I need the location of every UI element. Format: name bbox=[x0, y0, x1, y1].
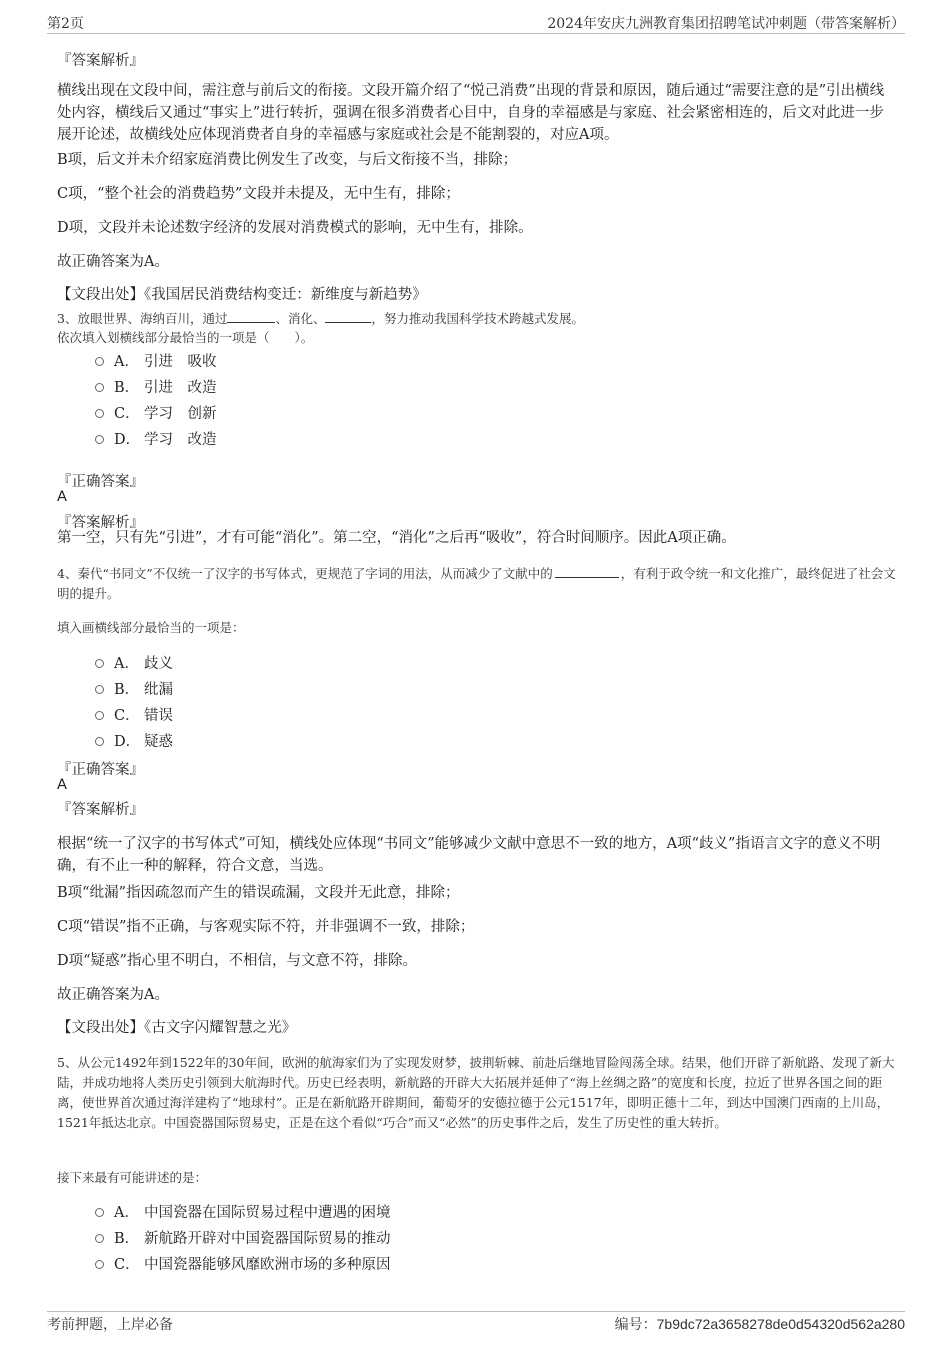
q4-option-c[interactable] bbox=[95, 703, 173, 725]
q4-blank bbox=[555, 563, 619, 578]
q3-blank-1 bbox=[227, 308, 275, 323]
q2-analysis-p1: 横线出现在文段中间，需注意与前后文的衔接。文段开篇介绍了“悦己消费”出现的背景和原因，随后通过“需要注意的是”引出横线处内容，横线后又通过“事实上”进行转折，强调在很多消费者心目中，自身的幸福感是与家庭、社会紧密相连的，后文对此进一步展开论述，故横线处应体现消费者自身的幸福感与家庭或社会是不能割裂的，对应A项。 bbox=[57, 83, 885, 143]
option-text: 歧义 bbox=[144, 655, 173, 672]
q3-option-b[interactable] bbox=[95, 375, 217, 397]
q3-blank-2 bbox=[325, 308, 371, 323]
radio-icon[interactable] bbox=[95, 383, 104, 392]
q3-analysis: 第一空，只有先“引进”，才有可能“消化”。第二空，“消化”之后再“吸收”，符合时间顺序。因此A项正确。 bbox=[57, 530, 736, 546]
q4-analysis-p4: D项“疑惑”指心里不明白，不相信，与文意不符，排除。 bbox=[57, 953, 417, 969]
q3-option-d[interactable] bbox=[95, 427, 217, 449]
document-title: 2024年安庆九洲教育集团招聘笔试冲刺题（带答案解析） bbox=[547, 16, 905, 32]
q2-analysis-p4: D项，文段并未论述数字经济的发展对消费模式的影响，无中生有，排除。 bbox=[57, 220, 533, 236]
option-letter: D． bbox=[114, 733, 141, 750]
radio-icon[interactable] bbox=[95, 1260, 104, 1269]
footer-code bbox=[615, 1314, 905, 1334]
option-text: 错误 bbox=[144, 707, 173, 724]
option-letter: D． bbox=[114, 431, 141, 448]
q4-option-a[interactable] bbox=[95, 651, 173, 673]
q4-stem-part-2: ，有利于政令统一和文化推广，最终促进了社会文明的提升。 bbox=[57, 566, 896, 601]
q4-answer: A bbox=[57, 777, 67, 793]
q5-instruction: 接下来最有可能讲述的是： bbox=[57, 1170, 208, 1185]
q4-stem bbox=[57, 563, 903, 604]
q4-answer-title: 『正确答案』 bbox=[57, 762, 144, 778]
q4-analysis-conclusion: 故正确答案为A。 bbox=[57, 987, 169, 1003]
q2-source: 【文段出处】《我国居民消费结构变迁：新维度与新趋势》 bbox=[57, 287, 427, 303]
radio-icon[interactable] bbox=[95, 737, 104, 746]
q4-analysis-p1: 根据“统一了汉字的书写体式”可知，横线处应体现“书同文”能够减少文献中意思不一致的地方，A项“歧义”指语言文字的意义不明确，有不止一种的解释，符合文意，当选。 bbox=[57, 836, 881, 874]
option-text: 引进 吸收 bbox=[144, 353, 217, 370]
radio-icon[interactable] bbox=[95, 409, 104, 418]
radio-icon[interactable] bbox=[95, 711, 104, 720]
option-letter: C． bbox=[114, 707, 140, 724]
option-text: 引进 改造 bbox=[144, 379, 217, 396]
q3-stem-part-2: 、消化、 bbox=[275, 311, 326, 326]
option-text: 疑惑 bbox=[144, 733, 173, 750]
option-text: 新航路开辟对中国瓷器国际贸易的推动 bbox=[144, 1230, 391, 1247]
footer-code-value: 7b9dc72a3658278de0d54320d562a280 bbox=[656, 1316, 905, 1332]
option-letter: A． bbox=[114, 1204, 139, 1221]
radio-icon[interactable] bbox=[95, 435, 104, 444]
q4-source: 【文段出处】《古文字闪耀智慧之光》 bbox=[57, 1020, 297, 1036]
q3-stem bbox=[57, 308, 584, 329]
q5-option-b[interactable] bbox=[95, 1226, 391, 1248]
q4-option-b[interactable] bbox=[95, 677, 173, 699]
option-text: 中国瓷器在国际贸易过程中遭遇的困境 bbox=[144, 1204, 391, 1221]
option-letter: A． bbox=[114, 655, 139, 672]
header-divider bbox=[47, 33, 905, 34]
option-letter: A． bbox=[114, 353, 139, 370]
q2-analysis-conclusion: 故正确答案为A。 bbox=[57, 254, 169, 270]
q3-stem-part-3: ，努力推动我国科学技术跨越式发展。 bbox=[371, 311, 584, 326]
radio-icon[interactable] bbox=[95, 685, 104, 694]
radio-icon[interactable] bbox=[95, 659, 104, 668]
q2-analysis-p2: B项，后文并未介绍家庭消费比例发生了改变，与后文衔接不当，排除； bbox=[57, 152, 518, 168]
q4-analysis-p3: C项“错误”指不正确，与客观实际不符，并非强调不一致，排除； bbox=[57, 919, 475, 935]
page-number: 第2页 bbox=[47, 16, 84, 32]
q4-stem-part-1: 4、秦代“书同文”不仅统一了汉字的书写体式，更规范了字词的用法，从而减少了文献中的 bbox=[57, 566, 553, 581]
q3-answer-title: 『正确答案』 bbox=[57, 474, 144, 490]
footer-divider bbox=[47, 1311, 905, 1312]
option-letter: B． bbox=[114, 379, 140, 396]
q2-analysis-title: 『答案解析』 bbox=[57, 53, 144, 69]
q3-option-c[interactable] bbox=[95, 401, 217, 423]
radio-icon[interactable] bbox=[95, 357, 104, 366]
q5-stem: 5、从公元1492年到1522年的30年间，欧洲的航海家们为了实现发财梦，披荆斩棘、前赴后继地冒险闯荡全球。结果，他们开辟了新航路、发现了新大陆，并成功地将人类历史引领到大航海时代。历史已经表明，新航路的开辟大大拓展并延伸了“海上丝绸之路”的宽度和长度，拉近了世界各国之间的距离，使世界首次通过海洋建构了“地球村”。正是在新航路开辟期间，葡萄牙的安德拉德于公元1517年，即明正德十二年，到达中国澳门西南的上川岛，1521年抵达北京。中国瓷器国际贸易史，正是在这个看似“巧合”而又“必然”的历史事件之后，发生了历史性的重大转折。 bbox=[57, 1055, 895, 1130]
option-text: 中国瓷器能够风靡欧洲市场的多种原因 bbox=[144, 1256, 391, 1273]
q2-analysis-p3: C项，“整个社会的消费趋势”文段并未提及，无中生有，排除； bbox=[57, 186, 460, 202]
option-letter: C． bbox=[114, 405, 140, 422]
q4-option-d[interactable] bbox=[95, 729, 173, 751]
option-text: 学习 改造 bbox=[144, 431, 217, 448]
option-text: 纰漏 bbox=[144, 681, 173, 698]
q4-analysis-title: 『答案解析』 bbox=[57, 802, 144, 818]
radio-icon[interactable] bbox=[95, 1234, 104, 1243]
option-letter: B． bbox=[114, 1230, 140, 1247]
option-text: 学习 创新 bbox=[144, 405, 217, 422]
q4-instruction: 填入画横线部分最恰当的一项是： bbox=[57, 620, 245, 635]
q3-stem-part-1: 3、放眼世界、海纳百川，通过 bbox=[57, 311, 228, 326]
q5-option-c[interactable] bbox=[95, 1252, 391, 1274]
q3-answer: A bbox=[57, 489, 67, 505]
footer-slogan: 考前押题，上岸必备 bbox=[47, 1317, 173, 1333]
option-letter: C． bbox=[114, 1256, 140, 1273]
q3-analysis-title: 『答案解析』 bbox=[57, 515, 144, 531]
option-letter: B． bbox=[114, 681, 140, 698]
q3-option-a[interactable] bbox=[95, 349, 217, 371]
footer-code-label: 编号： bbox=[614, 1317, 657, 1333]
radio-icon[interactable] bbox=[95, 1208, 104, 1217]
q5-option-a[interactable] bbox=[95, 1200, 391, 1222]
q3-instruction: 依次填入划横线部分最恰当的一项是（ ）。 bbox=[57, 330, 314, 345]
q4-analysis-p2: B项“纰漏”指因疏忽而产生的错误疏漏，文段并无此意，排除； bbox=[57, 885, 460, 901]
